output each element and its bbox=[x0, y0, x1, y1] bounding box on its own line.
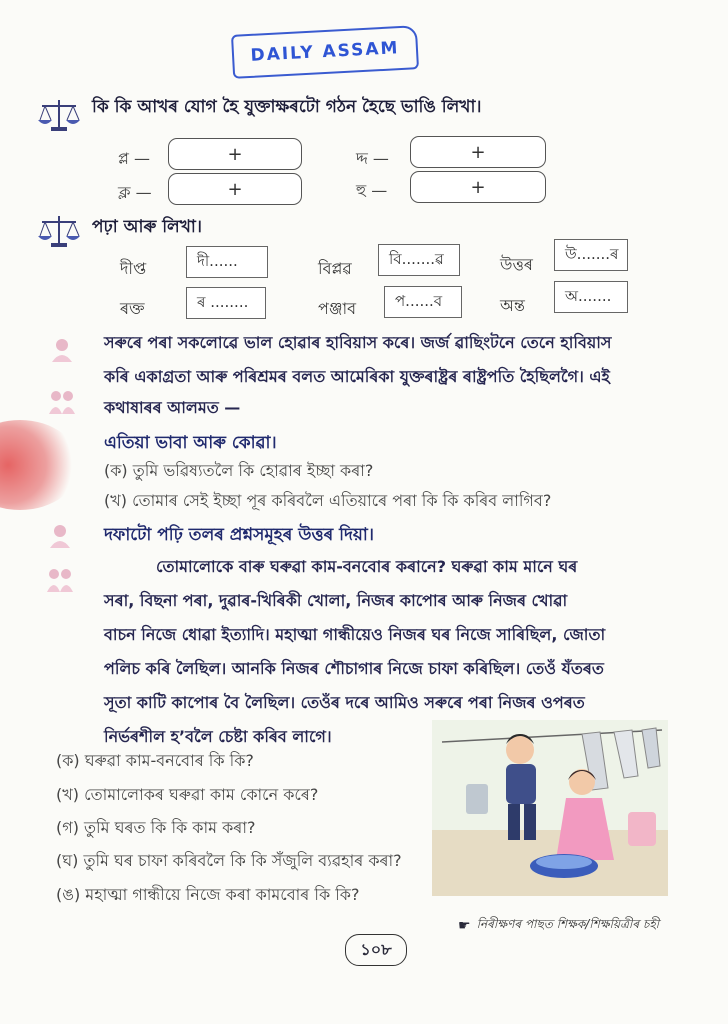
word-fill-box-3[interactable]: উ.......ৰ bbox=[554, 239, 628, 271]
signature-note bbox=[458, 916, 659, 936]
section2-instruction: পঢ়া আৰু লিখা। bbox=[92, 217, 202, 237]
word-fill-box-1[interactable]: দী...... bbox=[186, 246, 268, 278]
conjunct-label-3: ক্ল — bbox=[118, 183, 152, 202]
word-fill-box-4[interactable]: ৰ ........ bbox=[186, 287, 266, 319]
paragraph-line: কৰি একাগ্ৰতা আৰু পৰিশ্ৰমৰ বলত আমেৰিকা যুক্তৰাষ্ট্ৰৰ ৰাষ্ট্ৰপতি হৈছিলগৈ। এই bbox=[104, 367, 610, 386]
balance-scale-icon bbox=[36, 214, 82, 248]
reading-girl-icon bbox=[46, 522, 74, 550]
balance-scale-icon bbox=[36, 98, 82, 132]
conjunct-label-1: প্ল — bbox=[118, 149, 151, 168]
section3-paragraph bbox=[104, 326, 714, 422]
word-label-3: উত্তৰ bbox=[500, 255, 533, 274]
section4-question-4: (ঘ) তুমি ঘৰ চাফা কৰিবলৈ কি কি সঁজুলি ব্যৱহাৰ কৰা? bbox=[56, 851, 402, 870]
paragraph-line: নিৰ্ভৰশীল হ’বলৈ চেষ্টা কৰিব লাগে। bbox=[104, 727, 332, 746]
section4-question-1: (ক) ঘৰুৱা কাম-বনবোৰ কি কি? bbox=[56, 751, 254, 770]
children-icon bbox=[48, 388, 76, 416]
paragraph-line: তোমালোকে বাৰু ঘৰুৱা কাম-বনবোৰ কৰানে? ঘৰুৱা কাম মানে ঘৰ bbox=[156, 557, 578, 576]
section3-question-2: (খ) তোমাৰ সেই ইচ্ছা পূৰ কৰিবলৈ এতিয়াৰে পৰা কি কি কৰিব লাগিব? bbox=[104, 491, 552, 510]
paragraph-line: কথাষাৰৰ আলমত — bbox=[104, 398, 241, 417]
word-label-5: পঞ্জাব bbox=[318, 299, 357, 318]
word-label-6: অন্ত bbox=[500, 296, 525, 315]
signature-note-text: নিৰীক্ষণৰ পাছত শিক্ষক/শিক্ষয়িত্ৰীৰ চহী bbox=[476, 917, 660, 931]
word-label-2: বিপ্লৱ bbox=[318, 259, 352, 278]
conjunct-answer-box-1[interactable]: + bbox=[168, 138, 302, 170]
conjunct-label-4: হু — bbox=[356, 181, 388, 200]
page-number: ১০৮ bbox=[345, 934, 407, 966]
pointing-hand-icon: ☛ bbox=[458, 918, 471, 934]
paragraph-line: সূতা কাটি কাপোৰ বৈ লৈছিল। তেওঁৰ দৰে আমিও সৰুৰে পৰা নিজৰ ওপৰত bbox=[104, 693, 585, 712]
word-fill-box-6[interactable]: অ....... bbox=[554, 281, 628, 313]
daily-assam-stamp: DAILY ASSAM bbox=[231, 25, 419, 79]
paragraph-line: পলিচ কৰি লৈছিল। আনকি নিজৰ শৌচাগাৰ নিজে চাফা কৰিছিল। তেওঁ যঁতৰত bbox=[104, 659, 604, 678]
page-edge-stain bbox=[0, 420, 80, 510]
paragraph-line: সৰা, বিছনা পৰা, দুৱাৰ-খিৰিকী খোলা, নিজৰ কাপোৰ আৰু নিজৰ খোৱা bbox=[104, 591, 568, 610]
section4-instruction: দফাটো পঢ়ি তলৰ প্ৰশ্নসমূহৰ উত্তৰ দিয়া। bbox=[104, 525, 374, 545]
conjunct-answer-box-2[interactable]: + bbox=[410, 136, 546, 168]
word-label-1: দীপ্ত bbox=[120, 259, 147, 278]
conjunct-answer-box-3[interactable]: + bbox=[168, 173, 302, 205]
paragraph-line: সৰুৰে পৰা সকলোৱে ভাল হোৱাৰ হাবিয়াস কৰে। জৰ্জ ৱাছিংটনে তেনে হাবিয়াস bbox=[104, 333, 612, 352]
children-icon bbox=[46, 566, 74, 594]
section1-instruction: কি কি আখৰ যোগ হৈ যুক্তাক্ষৰটো গঠন হৈছে ভাঙি লিখা। bbox=[92, 97, 482, 117]
paragraph-line: বাচন নিজে ধোৱা ইত্যাদি। মহাত্মা গান্ধীয়েও নিজৰ ঘৰ নিজে সাৰিছিল, জোতা bbox=[104, 625, 606, 644]
section3-question-1: (ক) তুমি ভৱিষ্যতলৈ কি হোৱাৰ ইচ্ছা কৰা? bbox=[104, 461, 374, 480]
word-label-4: ৰক্ত bbox=[120, 299, 145, 318]
reading-girl-icon bbox=[48, 336, 76, 364]
section4-question-3: (গ) তুমি ঘৰত কি কি কাম কৰা? bbox=[56, 818, 256, 837]
word-fill-box-2[interactable]: বি.......ৱ bbox=[378, 244, 460, 276]
word-fill-box-5[interactable]: প......ব bbox=[384, 286, 462, 318]
conjunct-label-2: দ্দ — bbox=[356, 149, 389, 168]
section3-prompt: এতিয়া ভাবা আৰু কোৱা। bbox=[104, 433, 277, 453]
children-washing-illustration bbox=[432, 720, 668, 896]
conjunct-answer-box-4[interactable]: + bbox=[410, 171, 546, 203]
section4-question-2: (খ) তোমালোকৰ ঘৰুৱা কাম কোনে কৰে? bbox=[56, 785, 319, 804]
section4-question-5: (ঙ) মহাত্মা গান্ধীয়ে নিজে কৰা কামবোৰ কি কি? bbox=[56, 885, 360, 904]
